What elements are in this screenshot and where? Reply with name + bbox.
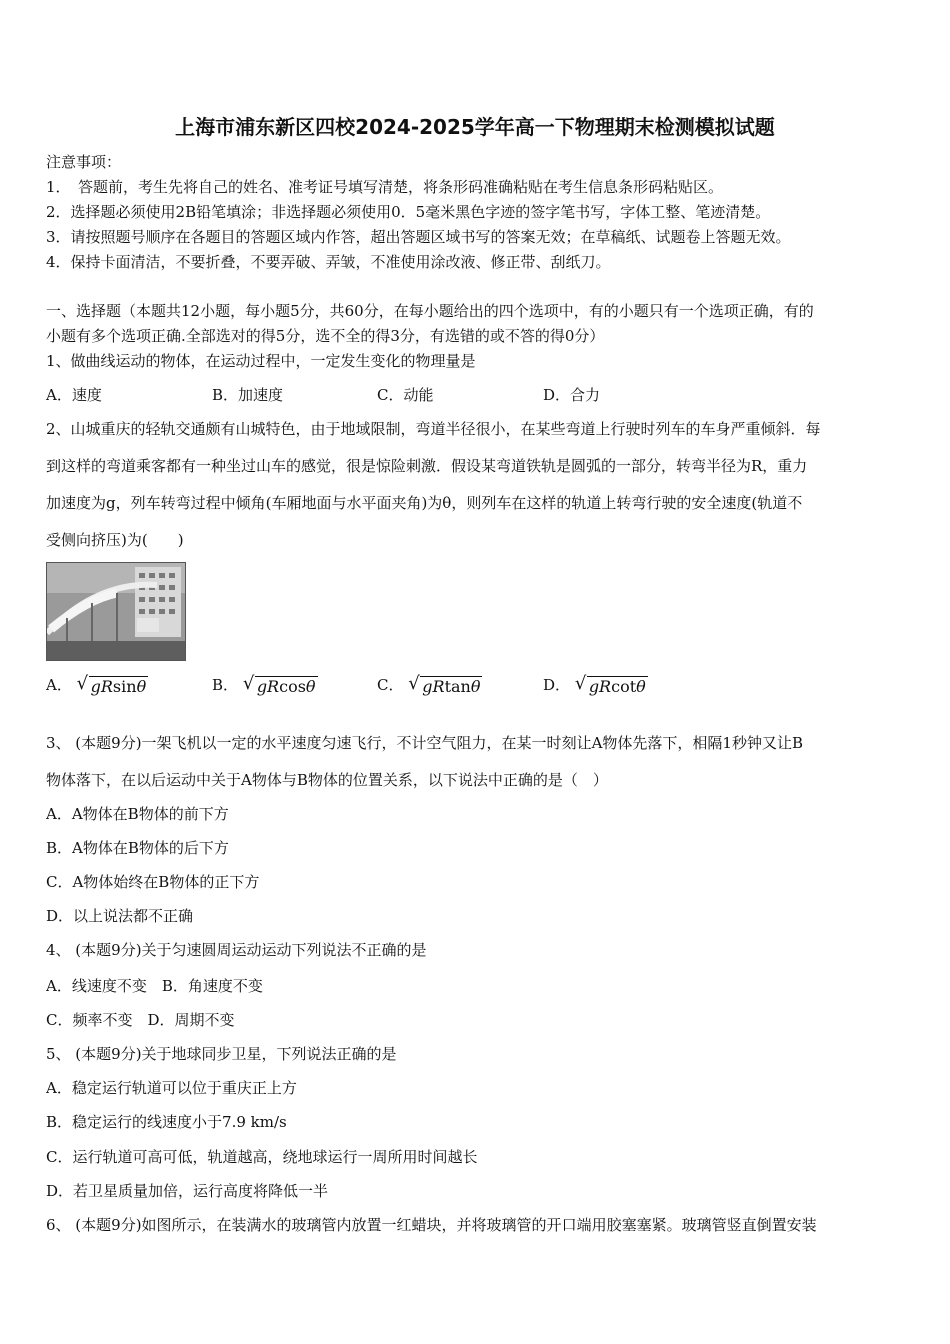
q5-option-c: C．运行轨道可高可低，轨道越高，绕地球运行一周所用时间越长 bbox=[46, 1148, 478, 1166]
q6-stem: 6、 (本题9分)如图所示，在装满水的玻璃管内放置一红蜡块，并将玻璃管的开口端用胶塞塞紧。玻璃管竖直倒置安装 bbox=[46, 1216, 817, 1234]
angle-symbol: θ bbox=[470, 677, 481, 696]
sqrt-expression: √ gRsinθ bbox=[76, 673, 147, 696]
q3-option-c: C．A物体始终在B物体的正下方 bbox=[46, 873, 260, 891]
q2-line-2: 到这样的弯道乘客都有一种坐过山车的感觉，很是惊险刺激．假设某弯道铁轨是圆弧的一部分，转弯半径为R，重力 bbox=[46, 457, 808, 475]
notice-item-2: 2．选择题必须使用2B铅笔填涂；非选择题必须使用0．5毫米黑色字迹的签字笔书写，字体工整、笔迹清楚。 bbox=[46, 203, 771, 221]
q3-line-2: 物体落下，在以后运动中关于A物体与B物体的位置关系，以下说法中正确的是（ ） bbox=[46, 771, 608, 789]
q2-line-3: 加速度为g，列车转弯过程中倾角(车厢地面与水平面夹角)为θ，则列车在这样的轨道上转弯行驶的安全速度(轨道不 bbox=[46, 494, 803, 512]
trig-function: cot bbox=[611, 677, 637, 696]
page-title: 上海市浦东新区四校2024-2025学年高一下物理期末检测模拟试题 bbox=[175, 115, 775, 139]
q5-option-a: A．稳定运行轨道可以位于重庆正上方 bbox=[46, 1079, 297, 1097]
q3-option-a: A．A物体在B物体的前下方 bbox=[46, 805, 229, 823]
q4-options-cd: C．频率不变 D．周期不变 bbox=[46, 1011, 235, 1029]
radicand: gR bbox=[90, 677, 113, 696]
q5-option-d: D．若卫星质量加倍，运行高度将降低一半 bbox=[46, 1182, 329, 1200]
q2-option-b-letter: B． bbox=[212, 676, 239, 694]
monorail-photo bbox=[46, 562, 186, 661]
sqrt-expression: √ gRtanθ bbox=[408, 673, 481, 696]
q2-option-d-letter: D． bbox=[543, 676, 571, 694]
radicand: gR bbox=[422, 677, 445, 696]
notice-item-3: 3．请按照题号顺序在各题目的答题区域内作答，超出答题区域书写的答案无效；在草稿纸、试题卷上答题无效。 bbox=[46, 228, 791, 246]
q1-option-a: A．速度 bbox=[46, 386, 102, 404]
q2-option-c-letter: C． bbox=[377, 676, 404, 694]
q1-stem: 1、做曲线运动的物体，在运动过程中，一定发生变化的物理量是 bbox=[46, 352, 476, 370]
q1-option-c: C．动能 bbox=[377, 386, 434, 404]
q2-option-c bbox=[377, 675, 482, 697]
section-heading-line-1: 一、选择题（本题共12小题，每小题5分，共60分，在每小题给出的四个选项中，有的小题只有一个选项正确，有的 bbox=[46, 302, 814, 320]
q2-option-b bbox=[212, 675, 318, 697]
notice-item-1: 1． 答题前，考生先将自己的姓名、准考证号填写清楚，将条形码准确粘贴在考生信息条形码粘贴区。 bbox=[46, 178, 724, 196]
q3-option-b: B．A物体在B物体的后下方 bbox=[46, 839, 229, 857]
q5-stem: 5、 (本题9分)关于地球同步卫星，下列说法正确的是 bbox=[46, 1045, 397, 1063]
notice-item-4: 4．保持卡面清洁，不要折叠，不要弄破、弄皱，不准使用涂改液、修正带、刮纸刀。 bbox=[46, 253, 611, 271]
monorail-illustration bbox=[47, 563, 185, 660]
trig-function: sin bbox=[112, 677, 137, 696]
q3-line-1: 3、 (本题9分)一架飞机以一定的水平速度匀速飞行，不计空气阻力，在某一时刻让A物体先落下，相隔1秒钟又让B bbox=[46, 734, 803, 752]
angle-symbol: θ bbox=[305, 677, 316, 696]
q4-stem: 4、 (本题9分)关于匀速圆周运动运动下列说法不正确的是 bbox=[46, 941, 427, 959]
q3-option-d: D．以上说法都不正确 bbox=[46, 907, 194, 925]
section-heading-line-2: 小题有多个选项正确.全部选对的得5分，选不全的得3分，有选错的或不答的得0分） bbox=[46, 327, 605, 345]
notice-header: 注意事项： bbox=[46, 153, 122, 171]
radicand: gR bbox=[588, 677, 612, 696]
radicand: gR bbox=[256, 677, 280, 696]
q4-options-ab: A．线速度不变 B．角速度不变 bbox=[46, 977, 263, 995]
angle-symbol: θ bbox=[636, 677, 646, 696]
angle-symbol: θ bbox=[136, 677, 147, 696]
trig-function: tan bbox=[444, 677, 471, 696]
q5-option-b: B．稳定运行的线速度小于7.9 km/s bbox=[46, 1113, 287, 1131]
q2-line-4: 受侧向挤压)为( ) bbox=[46, 531, 184, 549]
q2-line-1: 2、山城重庆的轻轨交通颇有山城特色，由于地域限制，弯道半径很小，在某些弯道上行驶时列车的车身严重倾斜．每 bbox=[46, 420, 821, 438]
q1-option-d: D．合力 bbox=[543, 386, 601, 404]
q2-option-a bbox=[46, 675, 148, 697]
sqrt-expression: √ gRcotθ bbox=[574, 673, 646, 696]
q2-option-a-letter: A． bbox=[46, 676, 72, 694]
q1-option-b: B．加速度 bbox=[212, 386, 284, 404]
sqrt-expression: √ gRcosθ bbox=[242, 673, 316, 696]
q2-option-d bbox=[543, 675, 648, 697]
trig-function: cos bbox=[279, 677, 306, 696]
